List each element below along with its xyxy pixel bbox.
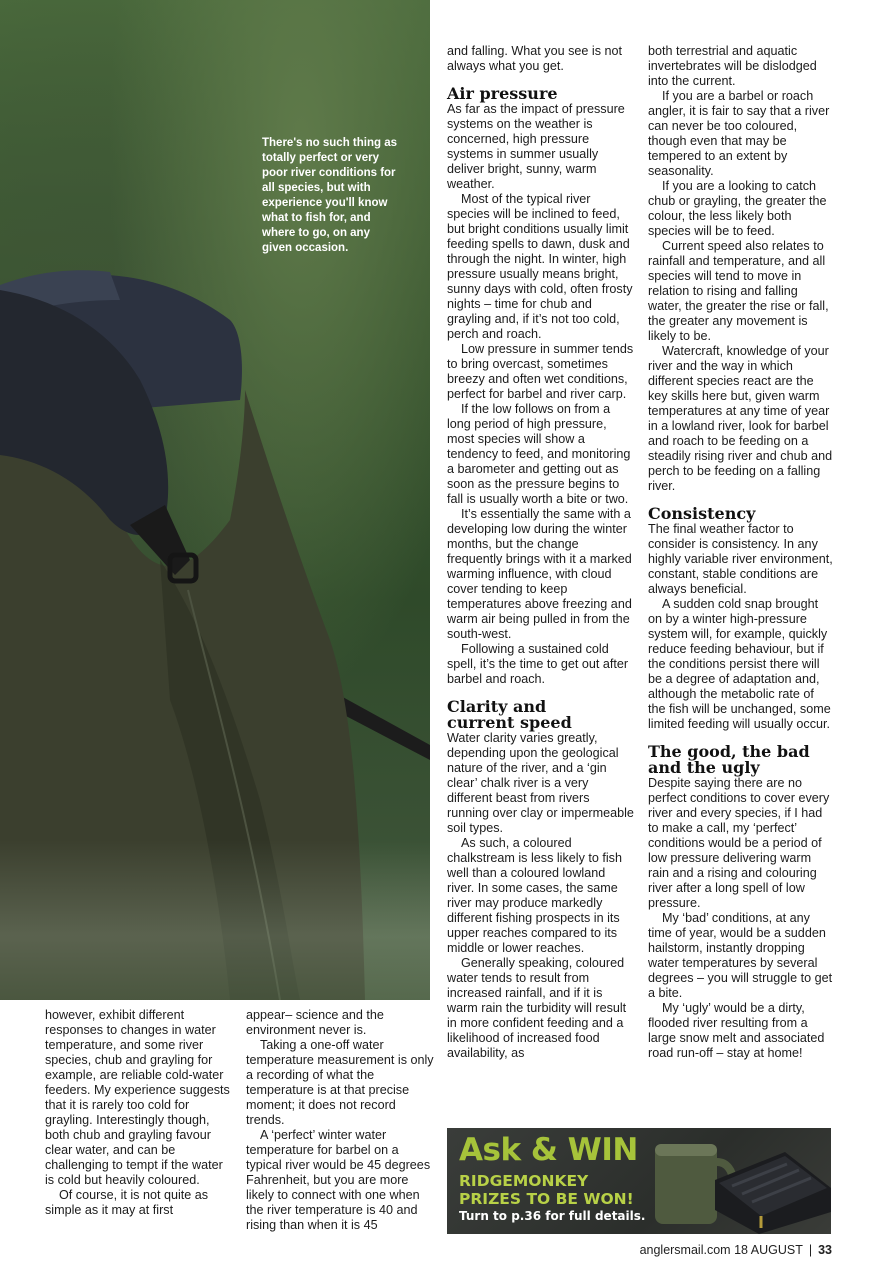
paragraph: Taking a one-off water temperature measurement is only a recording of what the temperature is at that precise moment; it does not record trends. (246, 1038, 434, 1127)
column-middle (447, 44, 635, 1061)
footer-separator: | (808, 1243, 813, 1257)
paragraph: both terrestrial and aquatic invertebrates will be dislodged into the current. (648, 44, 817, 88)
footer-site: anglersmail.com (639, 1243, 731, 1257)
photo-caption: There's no such thing as totally perfect or very poor river conditions for all species, but with experience you'll know what to fish for, and where to go, on any given occasion. (262, 137, 398, 254)
ad-brand: RIDGEMONKEY (459, 1172, 589, 1190)
paragraph: appear– science and the environment never is. (246, 1008, 384, 1037)
heading-air-pressure: Air pressure (447, 84, 558, 103)
water-reflection (0, 840, 430, 1000)
paragraph: however, exhibit different responses to changes in water temperature, and some river species, chub and grayling for example, are reliable cold-water feeders. My experience suggests that it is rarely too cold for grayling. Interestingly though, both chub and grayling favour clear water, and can be challenging to tempt if the water is cold but heavily coloured. (45, 1008, 230, 1187)
heading-line: The good, the bad (648, 742, 810, 761)
ask-and-win-advert[interactable] (447, 1128, 831, 1234)
paragraph: My ‘bad’ conditions, at any time of year, would be a sudden hailstorm, instantly dropping water temperatures by several degrees – you will struggle to get a bite. (648, 911, 833, 1000)
paragraph: As such, a coloured chalkstream is less likely to fish well than a coloured lowland river. In some cases, the same river may produce markedly different fishing prospects in its upper reaches compared to its middle or lower reaches. (447, 836, 622, 955)
heading-line: current speed (447, 713, 572, 732)
ad-details: Turn to p.36 for full details. (459, 1209, 646, 1223)
paragraph: As far as the impact of pressure systems on the weather is concerned, high pressure systems in summer usually deliver bright, sunny, warm weather. (447, 102, 625, 191)
paragraph: The final weather factor to consider is consistency. In any highly variable river environment, constant, stable conditions are always beneficial. (648, 522, 833, 596)
heading-good-bad-ugly (648, 744, 834, 776)
paragraph: A sudden cold snap brought on by a winter high-pressure system will, for example, quickly reduce feeding behaviour, but if the conditions persist there will be a degree of adaptation and, although the metabolic rate of the fish will be unchanged, some limited feeding will usually occur. (648, 597, 831, 731)
paragraph: If you are a barbel or roach angler, it is fair to say that a river can never be too coloured, though even that may be tempered to an extent by seasonality. (648, 89, 830, 178)
heading-line: and the ugly (648, 758, 760, 777)
ad-headline: Ask & WIN (459, 1132, 638, 1168)
hero-photo (0, 0, 430, 1000)
heading-clarity (447, 699, 635, 731)
paragraph: Low pressure in summer tends to bring overcast, sometimes breezy and often wet conditions, perfect for barbel and river carp. (447, 342, 634, 401)
column-right (648, 44, 834, 1061)
page-number: 33 (818, 1243, 832, 1257)
ad-prizes: PRIZES TO BE WON! (459, 1190, 634, 1208)
paragraph: A ‘perfect’ winter water temperature for barbel on a typical river would be 45 degrees Fahrenheit, but you are more likely to connect with one when the river temperature is 40 and rising than when it is 45 (246, 1128, 431, 1232)
paragraph: Of course, it is not quite as simple as it may at first (45, 1188, 209, 1217)
paragraph: Current speed also relates to rainfall and temperature, and all species will tend to move in relation to rising and falling water, the greater the rise or fall, the greater any movement is likely to be. (648, 239, 829, 343)
paragraph: Water clarity varies greatly, depending upon the geological nature of the river, and a ‘gin clear’ chalk river is a very different beast from rivers running over clay or impermeable soil types. (447, 731, 634, 835)
page-footer (640, 1243, 832, 1257)
heading-consistency: Consistency (648, 504, 756, 523)
paragraph: Despite saying there are no perfect conditions to cover every river and every species, if I had to make a call, my ‘perfect’ conditions would be a period of low pressure delivering warm rain and a rising and colouring river after a long spell of low pressure. (648, 776, 830, 910)
column-left-2 (246, 1008, 434, 1233)
paragraph: My ‘ugly’ would be a dirty, flooded river resulting from a large snow melt and associated road run-off – stay at home! (648, 1001, 825, 1060)
paragraph: Generally speaking, coloured water tends to result from increased rainfall, and if it is warm rain the turbidity will result in more confident feeding and a likelihood of increased food availability, as (447, 956, 627, 1060)
footer-date: 18 AUGUST (734, 1243, 803, 1257)
heading-line: Clarity and (447, 697, 547, 716)
paragraph: Watercraft, knowledge of your river and the way in which different species react are the key skills here but, given warm temperatures at any time of year in a lowland river, look for barbel and roach to be feeding on a steadily rising river and chub and perch to be feeding on a falling river. (648, 344, 833, 493)
paragraph: Most of the typical river species will be inclined to feed, but bright conditions usually limit feeding spells to dawn, dusk and through the night. In winter, high pressure usually means bright, sunny days with cold, often frosty nights – time for chub and grayling and, if it’s not too cold, perch and roach. (447, 192, 633, 341)
paragraph: Following a sustained cold spell, it’s the time to get out after barbel and roach. (447, 642, 629, 686)
column-left-1 (45, 1008, 235, 1218)
paragraph: If the low follows on from a long period of high pressure, most species will show a tendency to feed, and monitoring a barometer and getting out as soon as the pressure begins to fall is usually worth a bite or two. (447, 402, 631, 506)
paragraph: If you are a looking to catch chub or grayling, the greater the colour, the less likely both species will be to feed. (648, 179, 827, 238)
paragraph: and falling. What you see is not always what you get. (447, 44, 623, 73)
paragraph: It’s essentially the same with a developing low during the winter months, but the change frequently brings with it a marked warming influence, with cloud cover tending to keep temperatures above freezing and warm air being pulled in from the south-west. (447, 507, 632, 641)
